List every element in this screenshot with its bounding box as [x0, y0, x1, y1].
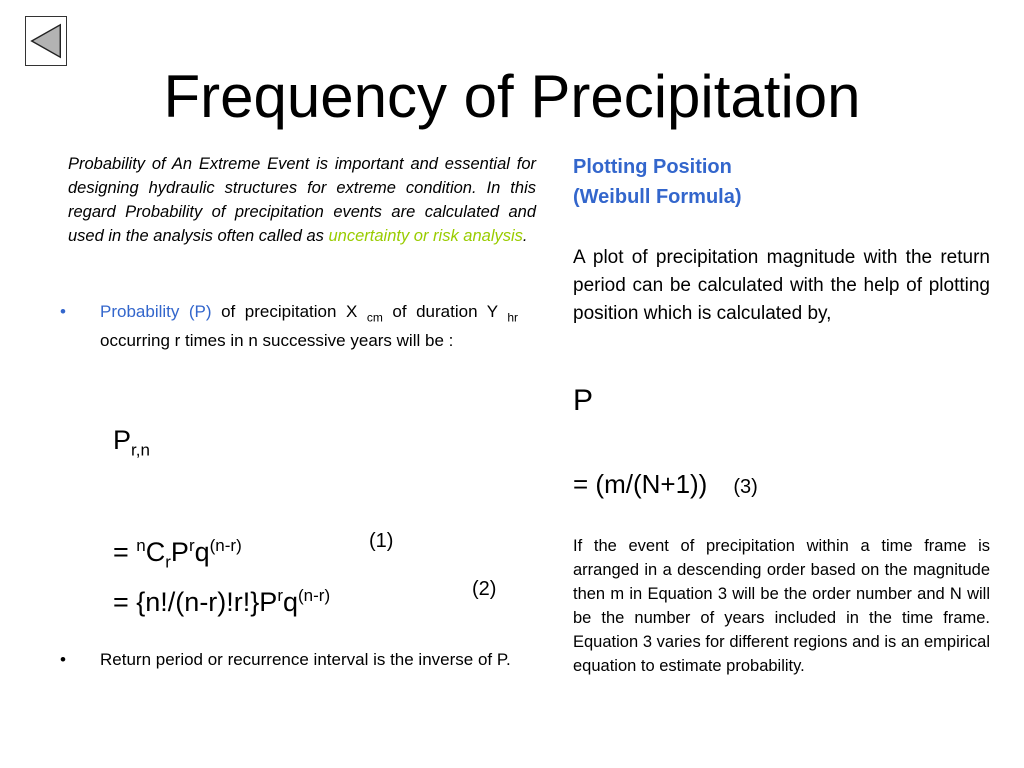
- bullet-return-period-text: Return period or recurrence interval is the inverse of P.: [100, 650, 511, 669]
- intro-end: .: [522, 227, 528, 245]
- weibull-p-symbol: P: [573, 384, 594, 417]
- formula-lhs: [113, 424, 150, 466]
- slide-title: Frequency of Precipitation: [163, 63, 861, 130]
- equation-1: [113, 530, 242, 578]
- probability-term: Probability (P): [100, 302, 212, 321]
- equation-3: [573, 467, 758, 504]
- risk-analysis-highlight: uncertainty or risk analysis: [328, 227, 523, 245]
- bullet-return-period: [60, 648, 518, 672]
- plotting-description: A plot of precipitation magnitude with the return period can be calculated with the help of plotting position which is calculated by,: [573, 247, 990, 324]
- bullet-text-part: of duration Y: [382, 302, 508, 321]
- bullet-marker: •: [60, 302, 66, 321]
- plotting-position-heading: [573, 152, 993, 212]
- bullet-probability: [60, 300, 518, 353]
- bullet-marker: •: [60, 650, 66, 669]
- unit-hr: hr: [507, 310, 518, 325]
- eq1-n-sup: n: [136, 536, 146, 555]
- weibull-note: If the event of precipitation within a time frame is arranged in a descending order based on the magnitude then m in Equation 3 will be the order number and N will be the number of years included in the time frame. Equation 3 varies for different regions and is an empirical equation to estimate probability.: [573, 537, 990, 675]
- equation-3-formula: = (m/(N+1)): [573, 469, 708, 499]
- eq1-r-sup: r: [188, 536, 195, 555]
- eq1-exponent: (n-r): [209, 536, 242, 555]
- unit-cm: cm: [366, 310, 383, 325]
- eq2-q: q: [282, 587, 299, 617]
- bullet-text-part: occurring r times in n successive years will be :: [100, 331, 454, 351]
- equation-2: [113, 580, 330, 618]
- eq1-p: P: [170, 537, 189, 567]
- heading-line-2: (Weibull Formula): [573, 186, 742, 208]
- eq1-r-sub: r: [165, 552, 171, 572]
- bullet-probability-text: [100, 300, 518, 353]
- equation-2-label: (2): [472, 578, 497, 600]
- formula-symbol-p: P: [113, 425, 132, 455]
- eq1-c: C: [145, 537, 166, 567]
- eq1-q: q: [194, 537, 210, 567]
- back-button[interactable]: [25, 16, 67, 66]
- equation-3-label: (3): [733, 476, 758, 498]
- intro-text: Probability of An Extreme Event is important and essential for designing hydraulic structures for extreme condition. In this regard Probability of precipitation events are calculated and used in the analysis often called as: [68, 155, 536, 245]
- eq2-exponent: (n-r): [298, 586, 331, 605]
- equation-1-label: (1): [369, 530, 394, 552]
- formula-subscript-rn: r,n: [131, 440, 150, 460]
- heading-line-1: Plotting Position: [573, 156, 732, 178]
- eq2-prefix: = {n!/(n-r)!r!}P: [113, 587, 278, 617]
- eq2-r-sup: r: [277, 586, 283, 605]
- bullet-text-part: of precipitation X: [211, 302, 367, 321]
- intro-paragraph: [68, 152, 536, 248]
- triangle-left-icon: [26, 17, 66, 65]
- eq1-prefix: =: [113, 537, 137, 567]
